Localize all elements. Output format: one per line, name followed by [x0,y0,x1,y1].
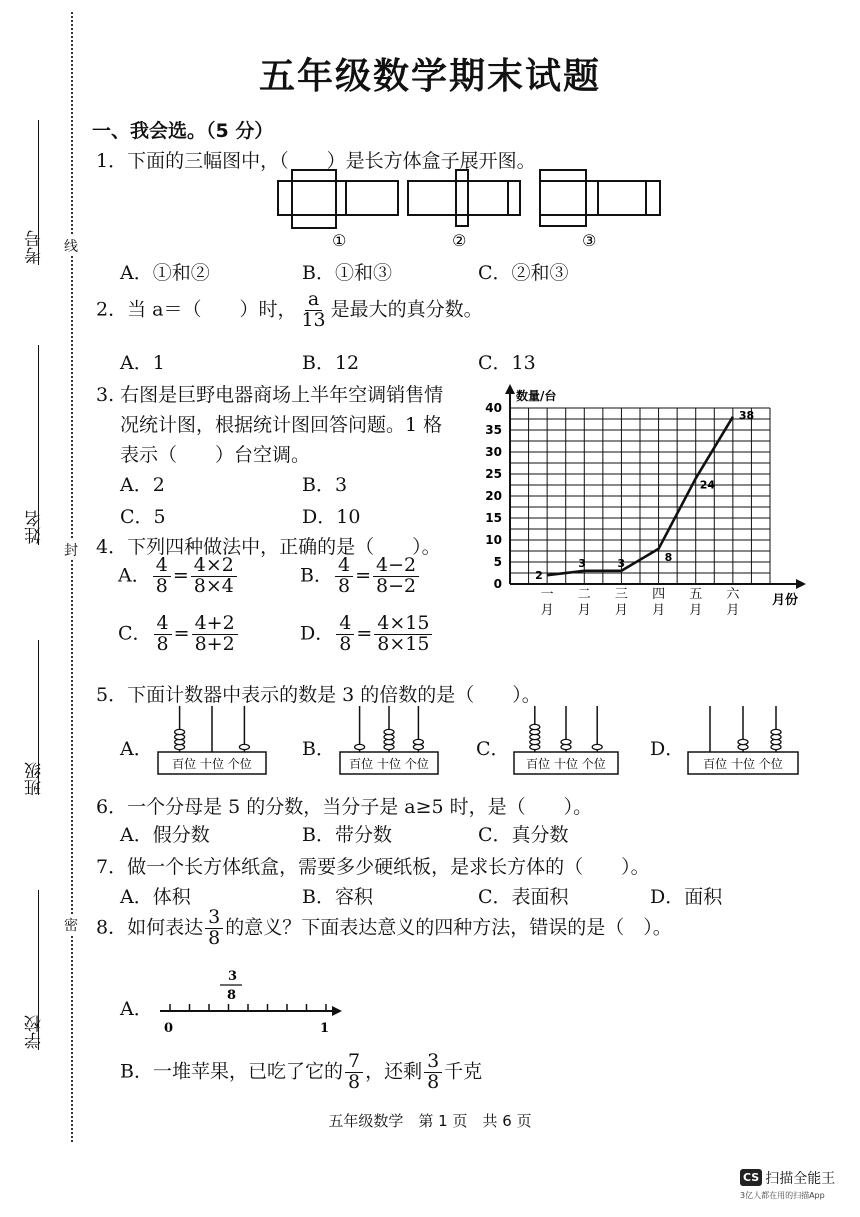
side-label-exam-no: 考号 [25,230,45,264]
q2-option-a[interactable]: A．1 [120,352,165,374]
x-tick-label-top: 一 [540,587,554,602]
data-label: 24 [699,478,716,492]
abacus-place-labels: 百位 十位 个位 [349,757,429,771]
y-tick-label: 0 [493,577,502,591]
q7-option-c[interactable]: C．表面积 [478,886,569,908]
q5-option-a-label[interactable]: A． [120,738,153,760]
data-label: 38 [738,408,755,422]
q4-option-a[interactable]: A． $\frac{4}{8}$ = $\frac{4\times 2}{8\times 4}$ [118,556,239,597]
data-label: 8 [664,550,673,564]
x-tick-label-top: 二 [577,587,591,602]
q5-option-b-label[interactable]: B． [302,738,335,760]
q7-option-d[interactable]: D．面积 [650,886,723,908]
y-tick-label: 15 [485,511,502,525]
q1-option-b[interactable]: B．①和③ [302,262,392,284]
x-tick-label-bottom: 月 [614,603,628,618]
q5-text: 5．下面计数器中表示的数是 3 的倍数的是（ ）。 [96,684,541,706]
exam-no-line [38,120,39,265]
name-line [38,345,39,545]
numberline-one: 1 [320,1021,330,1036]
q4-frac-right: $\frac{4\times 2}{8\times 4}$ [191,556,237,597]
x-tick-label-top: 三 [614,587,628,602]
y-tick-label: 20 [485,489,502,503]
net-mark-3: ③ [582,231,597,250]
q3-option-c[interactable]: C．5 [120,506,166,528]
q8-b-fraction-2: $\frac{3}{8}$ [424,1052,442,1093]
q1-nets-figure [270,166,670,256]
q1-option-a[interactable]: A．①和② [120,262,210,284]
q1-option-c[interactable]: C．②和③ [478,262,569,284]
abacus-a [156,704,276,780]
q2-fraction: $\frac{a}{13}$ [301,288,326,331]
abacus-bead [738,739,748,744]
x-tick-label-top: 四 [652,587,666,602]
abacus-bead [355,744,365,749]
scanner-logo [740,1167,835,1201]
q8-option-b[interactable]: B．一堆苹果，已吃了它的 $\frac{7}{8}$ ，还剩 $\frac{3}{8}$ 千克 [120,1050,483,1093]
q8-fraction: $\frac{3}{8}$ [205,908,223,949]
q7-option-a[interactable]: A．体积 [120,886,191,908]
y-tick-label: 5 [493,555,502,569]
q3-line-3: 表示（ ）台空调。 [120,444,311,466]
net3-flaps [540,170,586,226]
x-tick-label-top: 六 [726,587,740,602]
q8-pre: 8．如何表达 [96,916,204,939]
q2-post: 是最大的真分数。 [330,298,483,321]
y-axis-arrow [505,384,515,394]
q4-option-c[interactable]: C． $\frac{4}{8}$ = $\frac{4+2}{8+2}$ [118,614,240,655]
class-line [38,640,39,795]
abacus-bead [530,724,540,729]
q6-option-c[interactable]: C．真分数 [478,824,569,846]
abacus-bead [592,744,602,749]
side-label-name: 姓名 [25,510,45,544]
x-axis-arrow [796,579,806,589]
q4-option-d[interactable]: D． $\frac{4}{8}$ = $\frac{4\times 15}{8\times 15}$ [300,614,434,655]
data-label: 3 [617,556,626,570]
numberline-mark-numerator: 3 [228,969,238,984]
page-title: 五年级数学期末试题 [258,56,601,97]
net-mark-2: ② [452,231,467,250]
data-label: 2 [535,569,543,583]
net3-strip [540,181,660,215]
q5-option-d-label[interactable]: D． [650,738,685,760]
x-tick-label-bottom: 月 [577,603,591,618]
x-tick-label-bottom: 月 [540,603,554,618]
y-tick-label: 40 [485,401,502,415]
page-footer: 五年级数学 第 1 页 共 6 页 [328,1112,532,1130]
q3-option-d[interactable]: D．10 [302,506,361,528]
net2-flaps [456,170,468,226]
logo-tagline: 3亿人都在用的扫描App [740,1190,825,1200]
q7-option-b[interactable]: B．容积 [302,886,373,908]
x-tick-label-bottom: 月 [689,603,703,618]
side-label-school: 学校 [25,1015,45,1049]
y-axis-label: 数量/台 [516,389,557,403]
q4-frac-left: $\frac{4}{8}$ [335,556,353,597]
abacus-bead [175,729,185,734]
q3-line-2: 况统计图，根据统计图回答问题。1 格 [120,414,443,436]
q2-text [96,290,483,331]
abacus-place-labels: 百位 十位 个位 [526,757,606,771]
x-tick-label-bottom: 月 [652,603,666,618]
q4-text: 4．下列四种做法中，正确的是（ ）。 [96,536,441,558]
q4-frac-right: $\frac{4-2}{8-2}$ [373,556,419,597]
section-heading: 一、我会选。（5 分） [92,120,274,142]
net1-strip [278,181,398,215]
q4-frac-right: $\frac{4+2}{8+2}$ [192,614,238,655]
sales-line-chart [472,380,812,625]
side-label-class: 班级 [25,762,45,796]
q2-pre: 2．当 a＝（ ）时， [96,298,297,321]
q3-line-1: 3. 右图是巨野电器商场上半年空调销售情 [96,384,444,406]
y-tick-label: 30 [485,445,502,459]
abacus-bead [239,744,249,749]
abacus-place-labels: 百位 十位 个位 [703,757,783,771]
y-tick-label: 35 [485,423,502,437]
abacus-b [338,704,458,780]
seal-char-line: 线 [64,236,78,256]
abacus-bead [384,729,394,734]
q3-option-a[interactable]: A．2 [120,474,165,496]
q4-frac-left: $\frac{4}{8}$ [153,556,171,597]
chart-grid [510,408,770,584]
q8-post: 的意义？下面表达意义的四种方法，错误的是（ ）。 [225,916,672,939]
q8-text [96,908,672,949]
x-tick-label-top: 五 [689,587,703,602]
q4-frac-right: $\frac{4\times 15}{8\times 15}$ [374,614,432,655]
q2-option-c[interactable]: C．13 [478,352,536,374]
q8-b-fraction-1: $\frac{7}{8}$ [345,1052,363,1093]
abacus-bead [771,729,781,734]
q6-option-a[interactable]: A．假分数 [120,824,210,846]
seal-char-seal: 封 [64,540,78,560]
q4-option-b[interactable]: B． $\frac{4}{8}$ = $\frac{4-2}{8-2}$ [300,556,421,597]
q4-frac-left: $\frac{4}{8}$ [336,614,354,655]
y-tick-label: 25 [485,467,502,481]
numberline-zero: 0 [164,1021,174,1036]
q3-option-b[interactable]: B．3 [302,474,348,496]
numberline-mark-denominator: 8 [227,988,237,1003]
x-axis-label: 月份 [772,593,799,608]
abacus-bead [413,739,423,744]
q8-number-line [150,966,350,1038]
abacus-place-labels: 百位 十位 个位 [172,757,252,771]
net2-strip [408,181,520,215]
q8-option-a-label[interactable]: A． [120,998,153,1020]
q1-text: 1．下面的三幅图中，（ ）是长方体盒子展开图。 [96,150,536,172]
q7-text: 7．做一个长方体纸盒，需要多少硬纸板，是求长方体的（ ）。 [96,856,650,878]
q6-option-b[interactable]: B．带分数 [302,824,392,846]
data-label: 3 [578,556,586,570]
y-tick-label: 10 [485,533,502,547]
x-tick-label-bottom: 月 [726,603,740,618]
q5-option-c-label[interactable]: C． [476,738,510,760]
abacus-d [686,704,806,780]
school-line [38,890,39,1050]
net1-flaps [292,170,336,228]
q6-text: 6．一个分母是 5 的分数，当分子是 a≥5 时，是（ ）。 [96,796,593,818]
seal-char-secret: 密 [64,915,78,935]
abacus-c [512,704,632,780]
logo-name: 扫描全能王 [765,1170,836,1187]
abacus-bead [561,739,571,744]
binding-dotted-line [71,12,73,1142]
cs-badge: CS [740,1169,762,1186]
q2-option-b[interactable]: B．12 [302,352,360,374]
q4-frac-left: $\frac{4}{8}$ [154,614,172,655]
net-mark-1: ① [332,231,347,250]
